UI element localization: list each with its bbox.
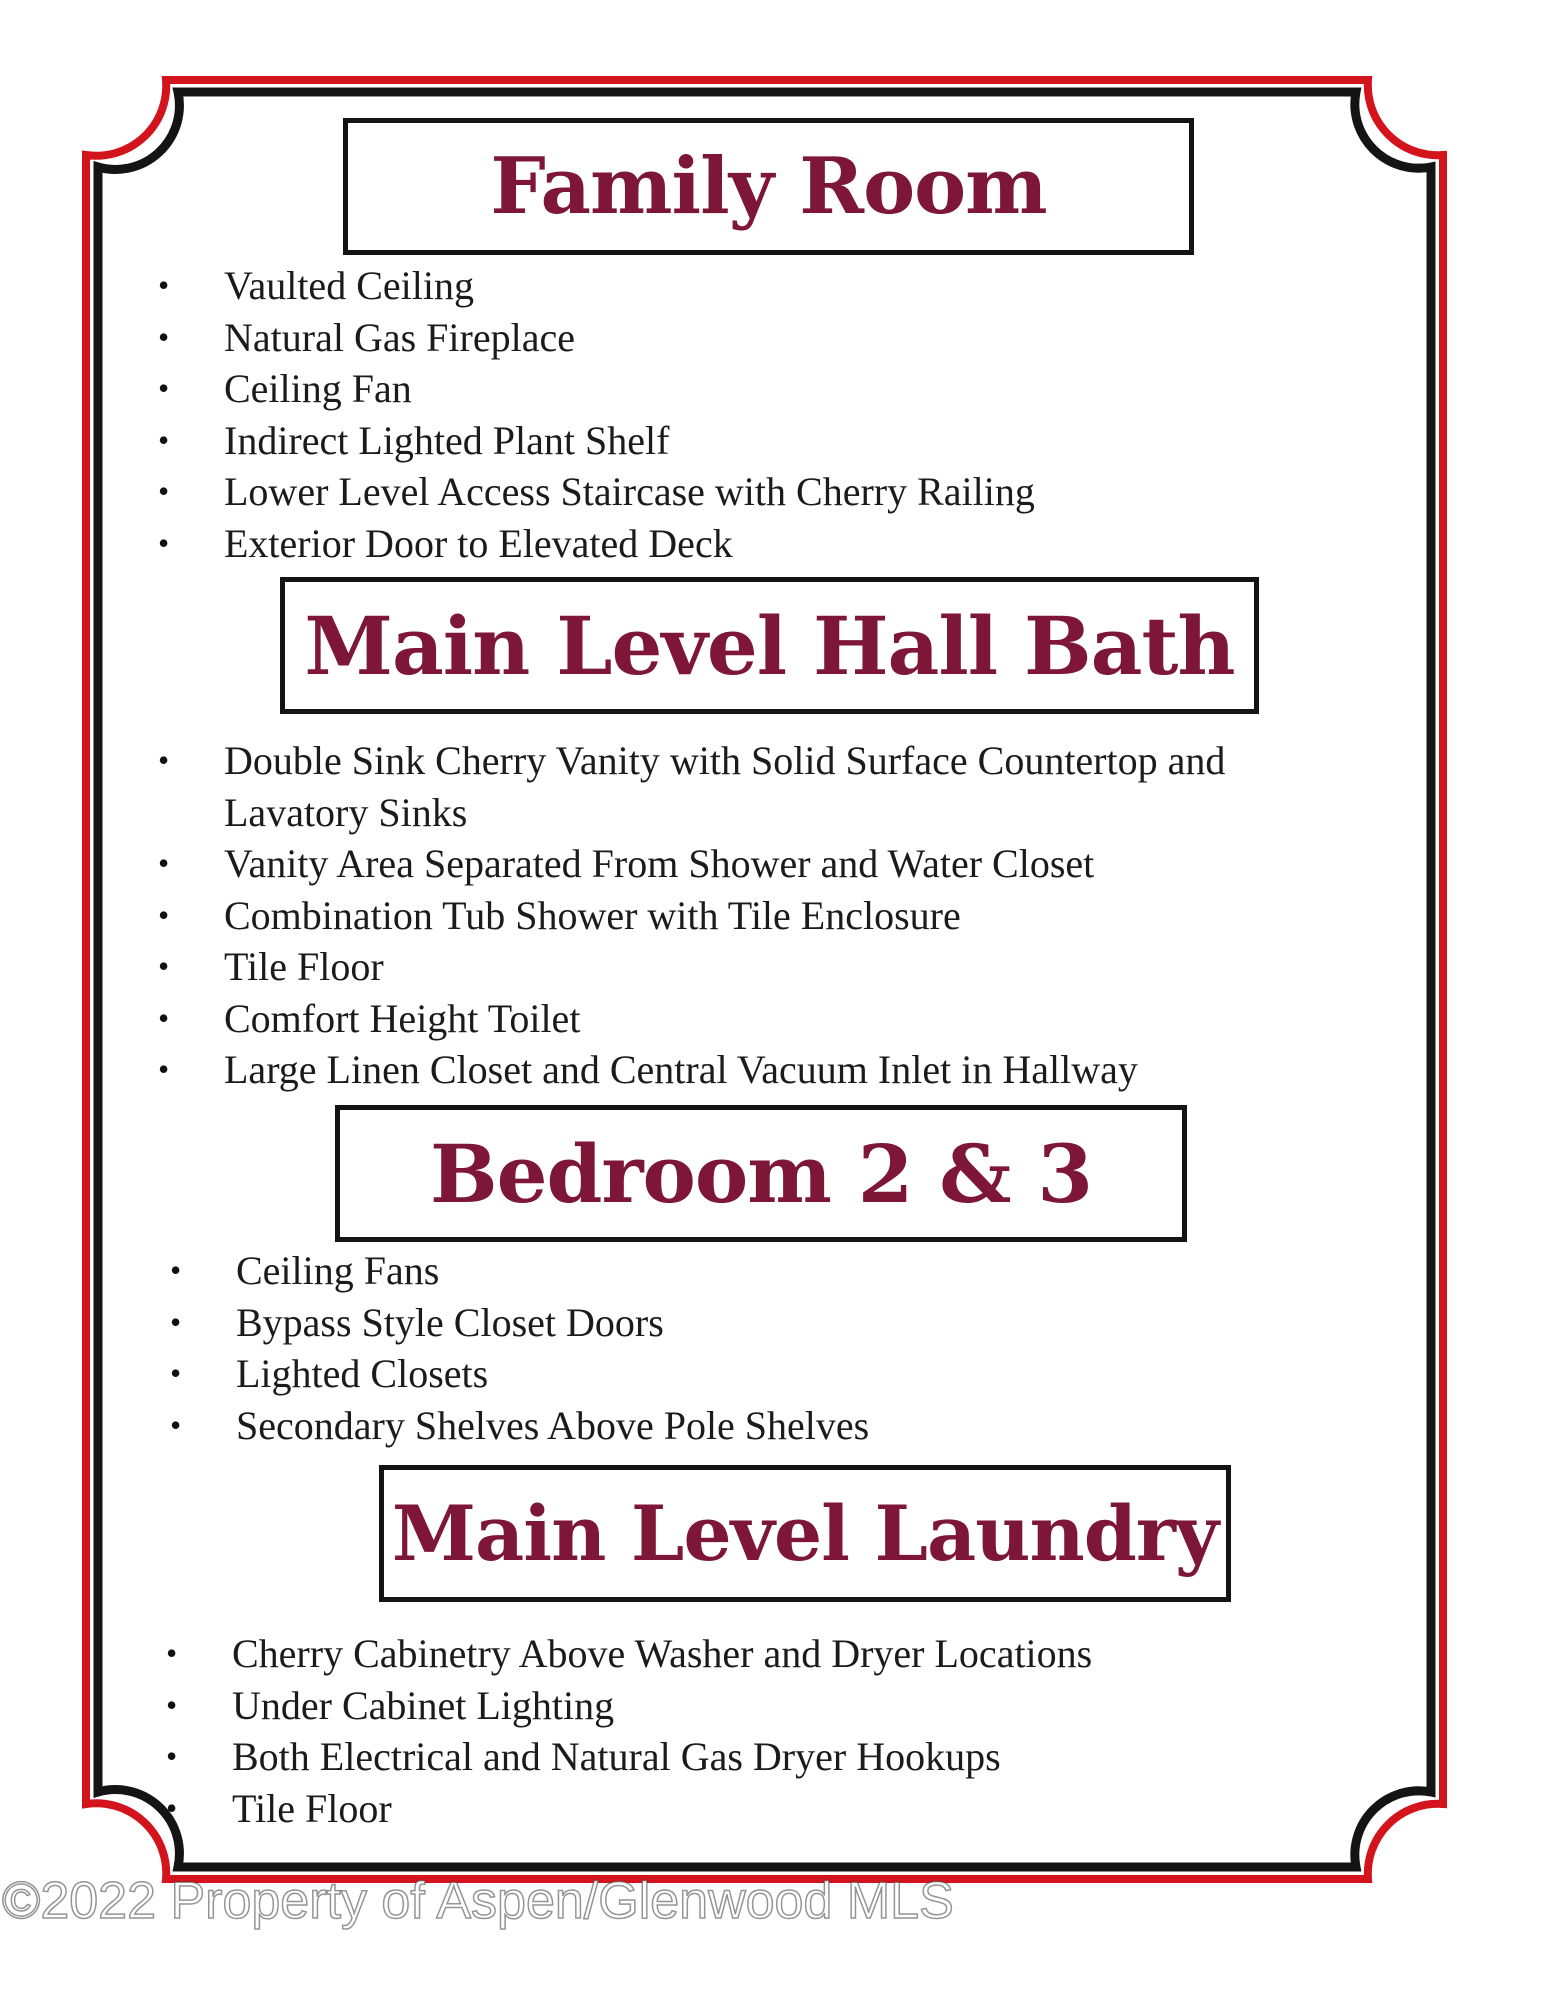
list-item: • Vanity Area Separated From Shower and Water Closet: [158, 841, 1095, 886]
list-item: • Exterior Door to Elevated Deck: [158, 520, 733, 566]
copyright-watermark: ©2022 Property of Aspen/Glenwood MLS: [2, 1872, 954, 1930]
list-item: • Tile Floor: [158, 944, 384, 989]
list-item: • Ceiling Fans: [170, 1248, 440, 1293]
list-bedroom-2-3: [166, 1245, 869, 1451]
section-title: Main Level Hall Bath: [304, 598, 1235, 693]
list-item: • Secondary Shelves Above Pole Shelves: [170, 1402, 870, 1448]
list-item: • Large Linen Closet and Central Vacuum Inlet in Hallway: [158, 1047, 1138, 1092]
list-item: • Lighted Closets: [170, 1351, 489, 1396]
list-family-room: [154, 260, 1035, 569]
list-item: • Double Sink Cherry Vanity with Solid Surface Countertop and Lavatory Sinks: [158, 738, 1226, 835]
list-item: • Lower Level Access Staircase with Cherry Railing: [158, 469, 1035, 514]
list-item: • Comfort Height Toilet: [158, 995, 581, 1041]
list-item: • Under Cabinet Lighting: [166, 1682, 615, 1728]
heading-family-room: [343, 118, 1194, 255]
list-item: • Bypass Style Closet Doors: [170, 1299, 664, 1345]
heading-bedroom-2-3: [335, 1105, 1187, 1242]
list-item: • Tile Floor: [166, 1785, 392, 1831]
list-item: • Natural Gas Fireplace: [158, 314, 575, 360]
section-title: Family Room: [490, 141, 1047, 232]
section-title: Bedroom 2 & 3: [429, 1126, 1093, 1221]
list-main-level-laundry: [162, 1628, 1092, 1834]
heading-main-level-laundry: [379, 1465, 1231, 1602]
heading-main-level-hall-bath: [280, 577, 1259, 714]
list-main-level-hall-bath: [154, 735, 1354, 1096]
list-item: • Ceiling Fan: [158, 366, 412, 411]
list-item: • Cherry Cabinetry Above Washer and Dryer Locations: [166, 1631, 1093, 1676]
list-item: • Indirect Lighted Plant Shelf: [158, 417, 670, 463]
section-title: Main Level Laundry: [391, 1489, 1219, 1578]
list-item: • Vaulted Ceiling: [158, 263, 474, 308]
list-item: • Both Electrical and Natural Gas Dryer Hookups: [166, 1734, 1001, 1779]
list-item: • Combination Tub Shower with Tile Enclosure: [158, 892, 961, 938]
